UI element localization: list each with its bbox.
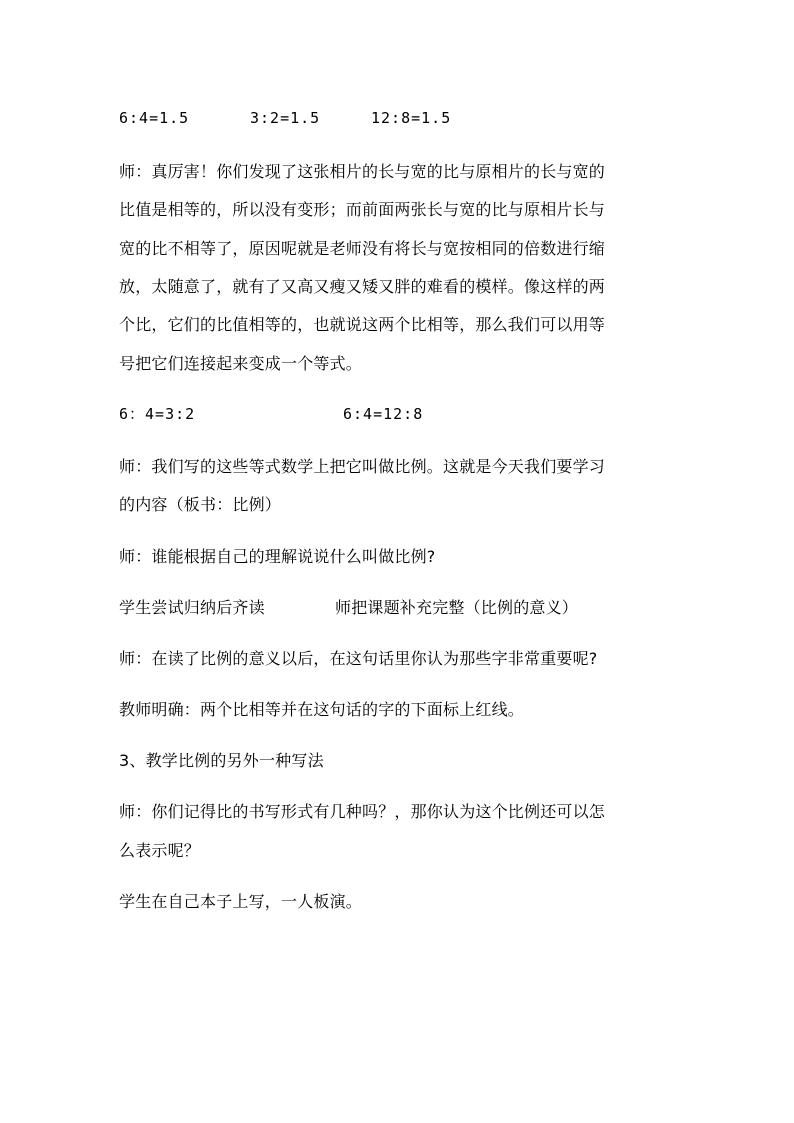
equation-2: 6:4=12:8 — [343, 405, 424, 423]
paragraph1-line6: 号把它们连接起来变成一个等式。 — [119, 354, 363, 373]
section-heading: 3、教学比例的另外一种写法 — [119, 751, 324, 770]
students-write: 学生在自己本子上写，一人板演。 — [119, 892, 363, 911]
teacher-question: 师：谁能根据自己的理解说说什么叫做比例? — [119, 547, 436, 566]
students-summarize: 学生尝试归纳后齐读 — [119, 598, 265, 617]
paragraph1-line4: 放，太随意了，就有了又高又瘦又矮又胖的难看的模样。像这样的两 — [119, 277, 606, 296]
paragraph1-line2: 比值是相等的，所以没有变形；而前面两张长与宽的比与原相片长与 — [119, 200, 606, 219]
teacher-clarifies: 教师明确：两个比相等并在这句话的字的下面标上红线。 — [119, 700, 525, 719]
paragraph2-line2: 的内容（板书：比例） — [119, 495, 282, 514]
teacher-completes-title: 师把课题补充完整（比例的意义） — [335, 598, 579, 617]
paragraph3-line1: 师：你们记得比的书写形式有几种吗？，那你认为这个比例还可以怎 — [119, 802, 606, 821]
equation-1: 6：4=3:2 — [119, 405, 196, 423]
teacher-question-2: 师：在读了比例的意义以后，在这句话里你认为那些字非常重要呢? — [119, 649, 598, 668]
ratios-row — [119, 107, 679, 129]
paragraph1-line5: 个比，它们的比值相等的，也就说这两个比相等，那么我们可以用等 — [119, 315, 606, 334]
ratio-6-4: 6:4=1.5 — [119, 109, 190, 127]
paragraph3-line2: 么表示呢？ — [119, 841, 201, 860]
equations-row — [119, 403, 679, 425]
ratio-3-2: 3:2=1.5 — [250, 109, 321, 127]
paragraph2-line1: 师：我们写的这些等式数学上把它叫做比例。这就是今天我们要学习 — [119, 457, 606, 476]
ratio-12-8: 12:8=1.5 — [371, 109, 452, 127]
paragraph1-line1: 师：真厉害！你们发现了这张相片的长与宽的比与原相片的长与宽的 — [119, 162, 606, 181]
students-row — [119, 597, 679, 619]
paragraph1-line3: 宽的比不相等了，原因呢就是老师没有将长与宽按相同的倍数进行缩 — [119, 239, 606, 258]
